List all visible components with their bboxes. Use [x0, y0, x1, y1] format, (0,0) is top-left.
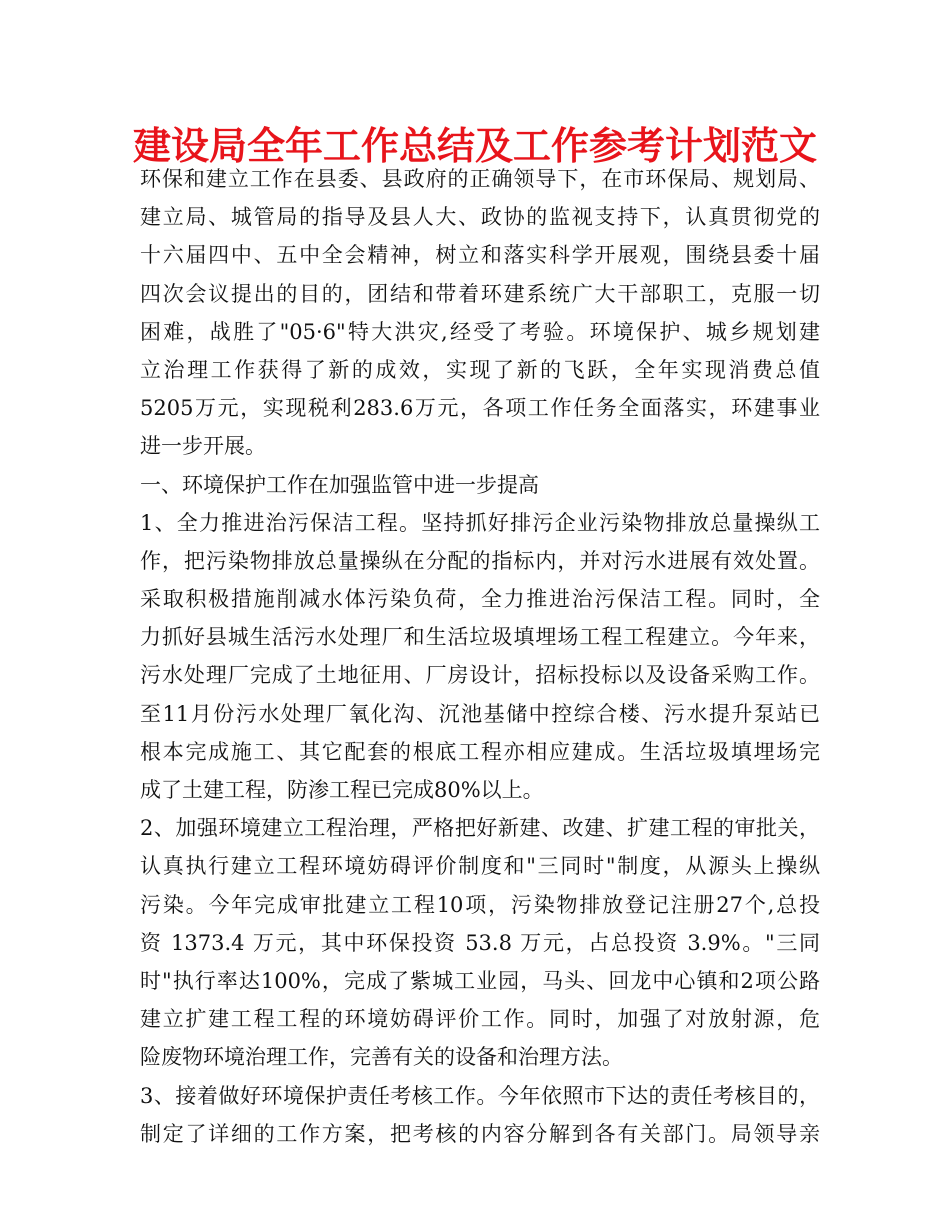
body-line: 作，把污染物排放总量操纵在分配的指标内，并对污水进展有效处置。: [140, 548, 820, 573]
document-body: [140, 160, 820, 1153]
body-line: 5205万元，实现税利283.6万元，各项工作任务全面落实，环建事业: [140, 396, 820, 421]
body-line: 至11月份污水处理厂氧化沟、沉池基储中控综合楼、污水提升泵站已: [140, 701, 820, 726]
body-line: 污染。今年完成审批建立工程10项，污染物排放登记注册27个,总投: [140, 892, 820, 917]
body-line: 困难，战胜了"05·6"特大洪灾,经受了考验。环境保护、城乡规划建: [140, 319, 820, 344]
body-line: 成了土建工程，防渗工程已完成80%以上。: [140, 778, 544, 802]
body-line: 资 1373.4 万元，其中环保投资 53.8 万元，占总投资 3.9%。"三同: [140, 930, 820, 955]
body-line: 建立局、城管局的指导及县人大、政协的监视支持下，认真贯彻党的: [140, 205, 820, 230]
body-line: 十六届四中、五中全会精神，树立和落实科学开展观，围绕县委十届: [140, 243, 820, 268]
body-line: 污水处理厂完成了土地征用、厂房设计，招标投标以及设备采购工作。: [140, 663, 820, 688]
body-line: 根本完成施工、其它配套的根底工程亦相应建成。生活垃圾填埋场完: [140, 739, 820, 764]
body-line: 2、加强环境建立工程治理，严格把好新建、改建、扩建工程的审批关，: [140, 816, 820, 841]
body-line: 险废物环境治理工作，完善有关的设备和治理方法。: [140, 1045, 623, 1070]
body-line: 3、接着做好环境保护责任考核工作。今年依照市下达的责任考核目的，: [140, 1083, 820, 1108]
body-line: 四次会议提出的目的，团结和带着环建系统广大干部职工，克服一切: [140, 281, 820, 306]
body-line: 制定了详细的工作方案，把考核的内容分解到各有关部门。局领导亲: [140, 1121, 820, 1146]
body-line: 一、环境保护工作在加强监管中进一步提高: [140, 472, 539, 497]
body-line: 1、全力推进治污保洁工程。坚持抓好排污企业污染物排放总量操纵工: [140, 510, 820, 535]
body-line: 时"执行率达100%，完成了紫城工业园，马头、回龙中心镇和2项公路: [140, 968, 820, 993]
body-line: 立治理工作获得了新的成效，实现了新的飞跃，全年实现消费总值: [140, 357, 820, 382]
body-line: 认真执行建立工程环境妨碍评价制度和"三同时"制度，从源头上操纵: [140, 854, 820, 879]
body-line: 力抓好县城生活污水处理厂和生活垃圾填埋场工程工程建立。今年来，: [140, 625, 820, 650]
body-line: 环保和建立工作在县委、县政府的正确领导下，在市环保局、规划局、: [140, 167, 820, 191]
body-line: 进一步开展。: [140, 434, 266, 459]
body-line: 建立扩建工程工程的环境妨碍评价工作。同时，加强了对放射源，危: [140, 1007, 820, 1032]
document-title: 建设局全年工作总结及工作参考计划范文: [132, 124, 817, 168]
body-line: 采取积极措施削减水体污染负荷，全力推进治污保洁工程。同时，全: [140, 587, 820, 612]
